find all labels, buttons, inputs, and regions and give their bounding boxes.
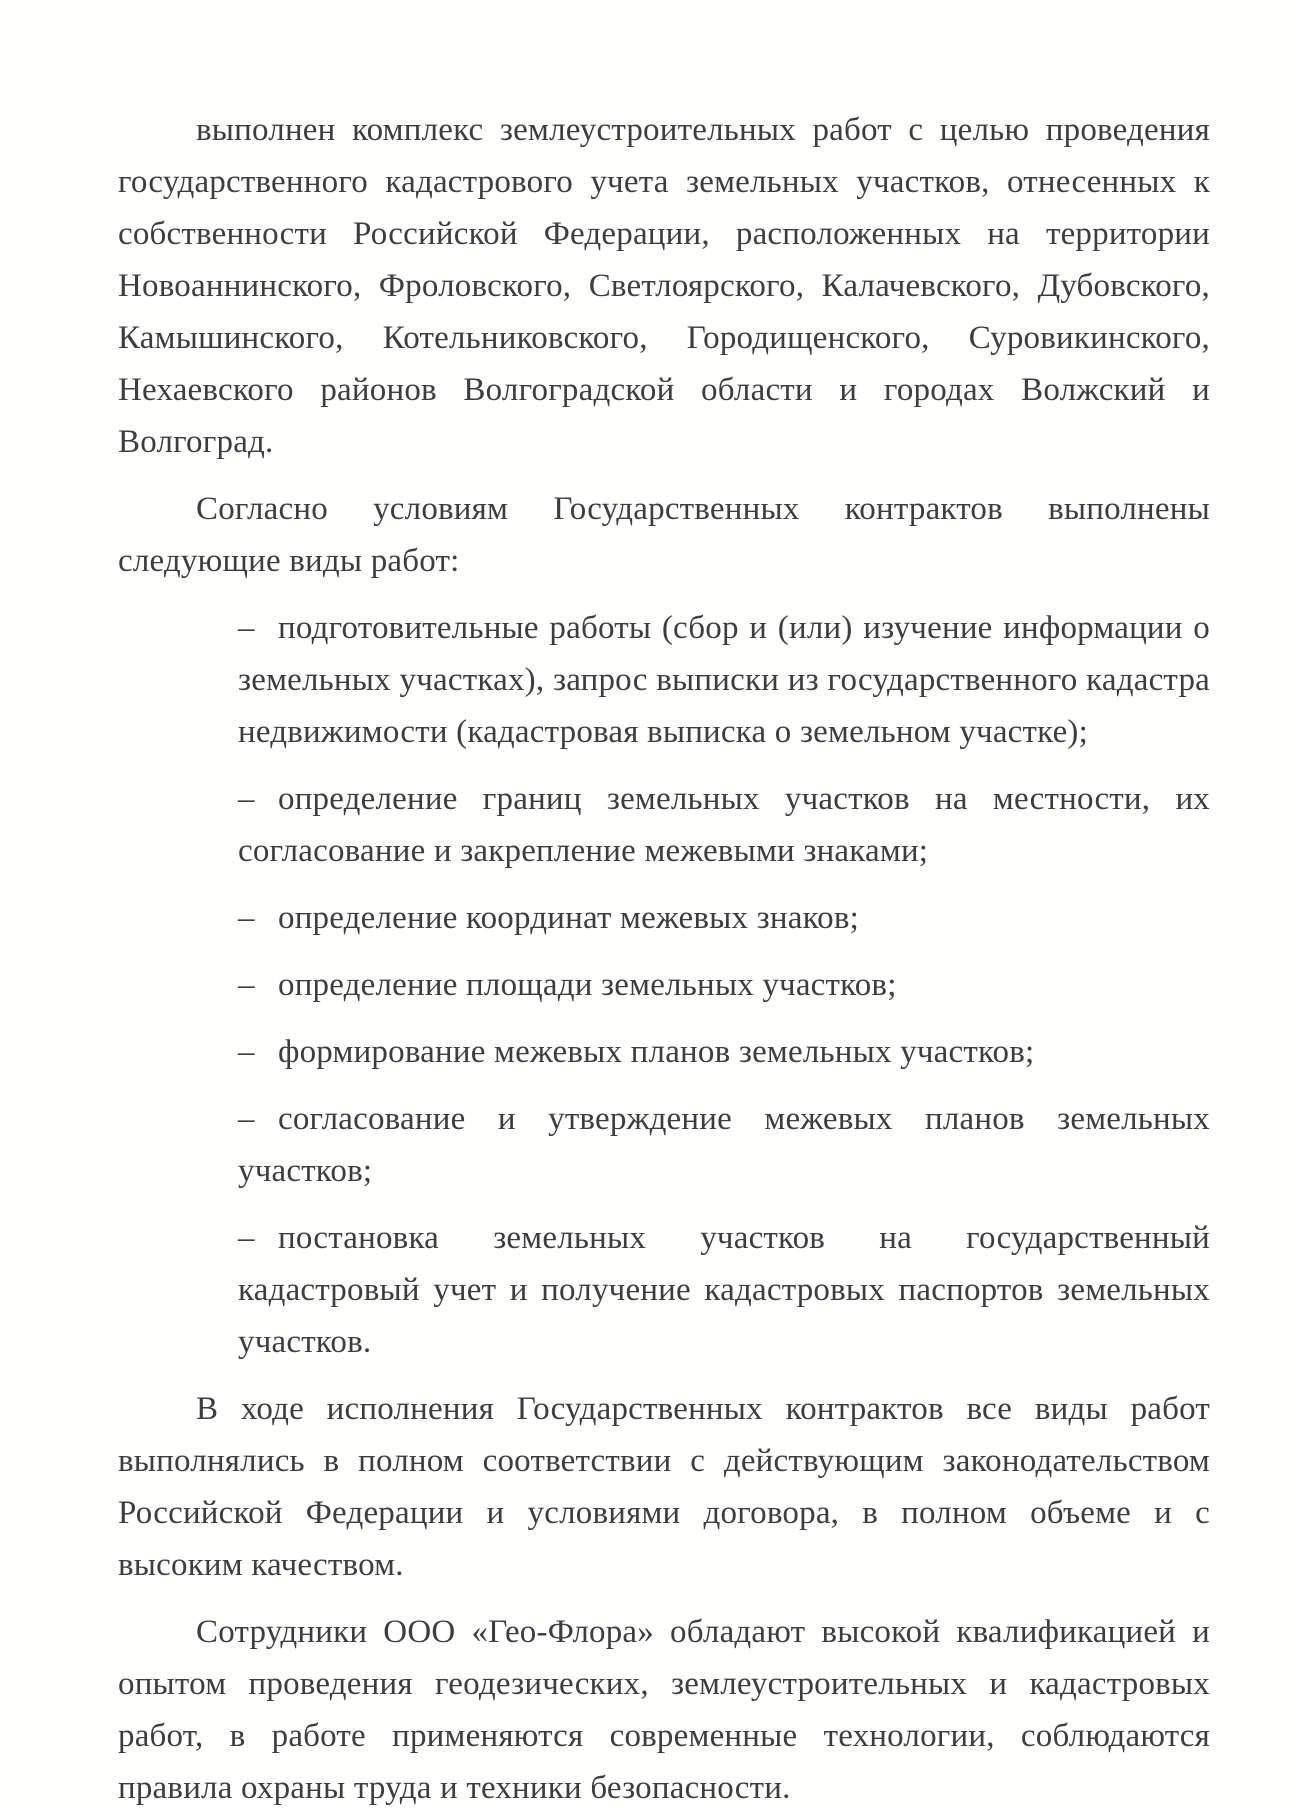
paragraph-staff-qualification: Сотрудники ООО «Гео-Флора» обладают высокой квалификацией и опытом проведения геодезических, землеустроительных и кадастровых работ, в работе применяются современные технологии, соблюдаются правила охраны труда и техники безопасности. <box>118 1614 1210 1806</box>
list-item <box>118 892 1210 944</box>
list-item-text: постановка земельных участков на государственный кадастровый учет и получение кадастровых паспортов земельных участков. <box>238 1220 1210 1360</box>
list-item-text: подготовительные работы (сбор и (или) изучение информации о земельных участках), запрос выписки из государственного кадастра недвижимости (кадастровая выписка о земельном участке); <box>238 610 1210 750</box>
list-item <box>118 1026 1210 1078</box>
document-text-block <box>118 104 1210 1808</box>
list-dash-marker: – <box>238 610 255 646</box>
list-item <box>118 959 1210 1011</box>
list-item-text: формирование межевых планов земельных участков; <box>278 1034 1035 1070</box>
paragraph-compliance: В ходе исполнения Государственных контрактов все виды работ выполнялись в полном соответствии с действующим законодательством Российской Федерации и условиями договора, в полном объеме и с высоким качеством. <box>118 1391 1210 1583</box>
list-item <box>118 1212 1210 1368</box>
list-dash-marker: – <box>238 1220 255 1256</box>
list-item-text: определение площади земельных участков; <box>278 967 897 1003</box>
list-item-text: согласование и утверждение межевых планов земельных участков; <box>238 1101 1210 1189</box>
paragraph-works-intro: Согласно условиям Государственных контрактов выполнены следующие виды работ: <box>118 491 1210 579</box>
list-dash-marker: – <box>238 900 255 936</box>
list-item <box>118 1093 1210 1197</box>
list-item <box>118 602 1210 758</box>
list-item-text: определение границ земельных участков на местности, их согласование и закрепление межевыми знаками; <box>238 781 1210 869</box>
list-dash-marker: – <box>238 781 255 817</box>
work-types-list <box>118 602 1210 1368</box>
list-dash-marker: – <box>238 1034 255 1070</box>
list-dash-marker: – <box>238 967 255 1003</box>
list-item <box>118 773 1210 877</box>
paragraph-works-complex: выполнен комплекс землеустроительных работ с целью проведения государственного кадастрового учета земельных участков, отнесенных к собственности Российской Федерации, расположенных на территории Новоаннинского, Фроловского, Светлоярского, Калачевского, Дубовского, Камышинского, Котельниковского, Городищенского, Суровикинского, Нехаевского районов Волгоградской области и городах Волжский и Волгоград. <box>118 112 1210 460</box>
list-dash-marker: – <box>238 1101 255 1137</box>
list-item-text: определение координат межевых знаков; <box>278 900 860 936</box>
